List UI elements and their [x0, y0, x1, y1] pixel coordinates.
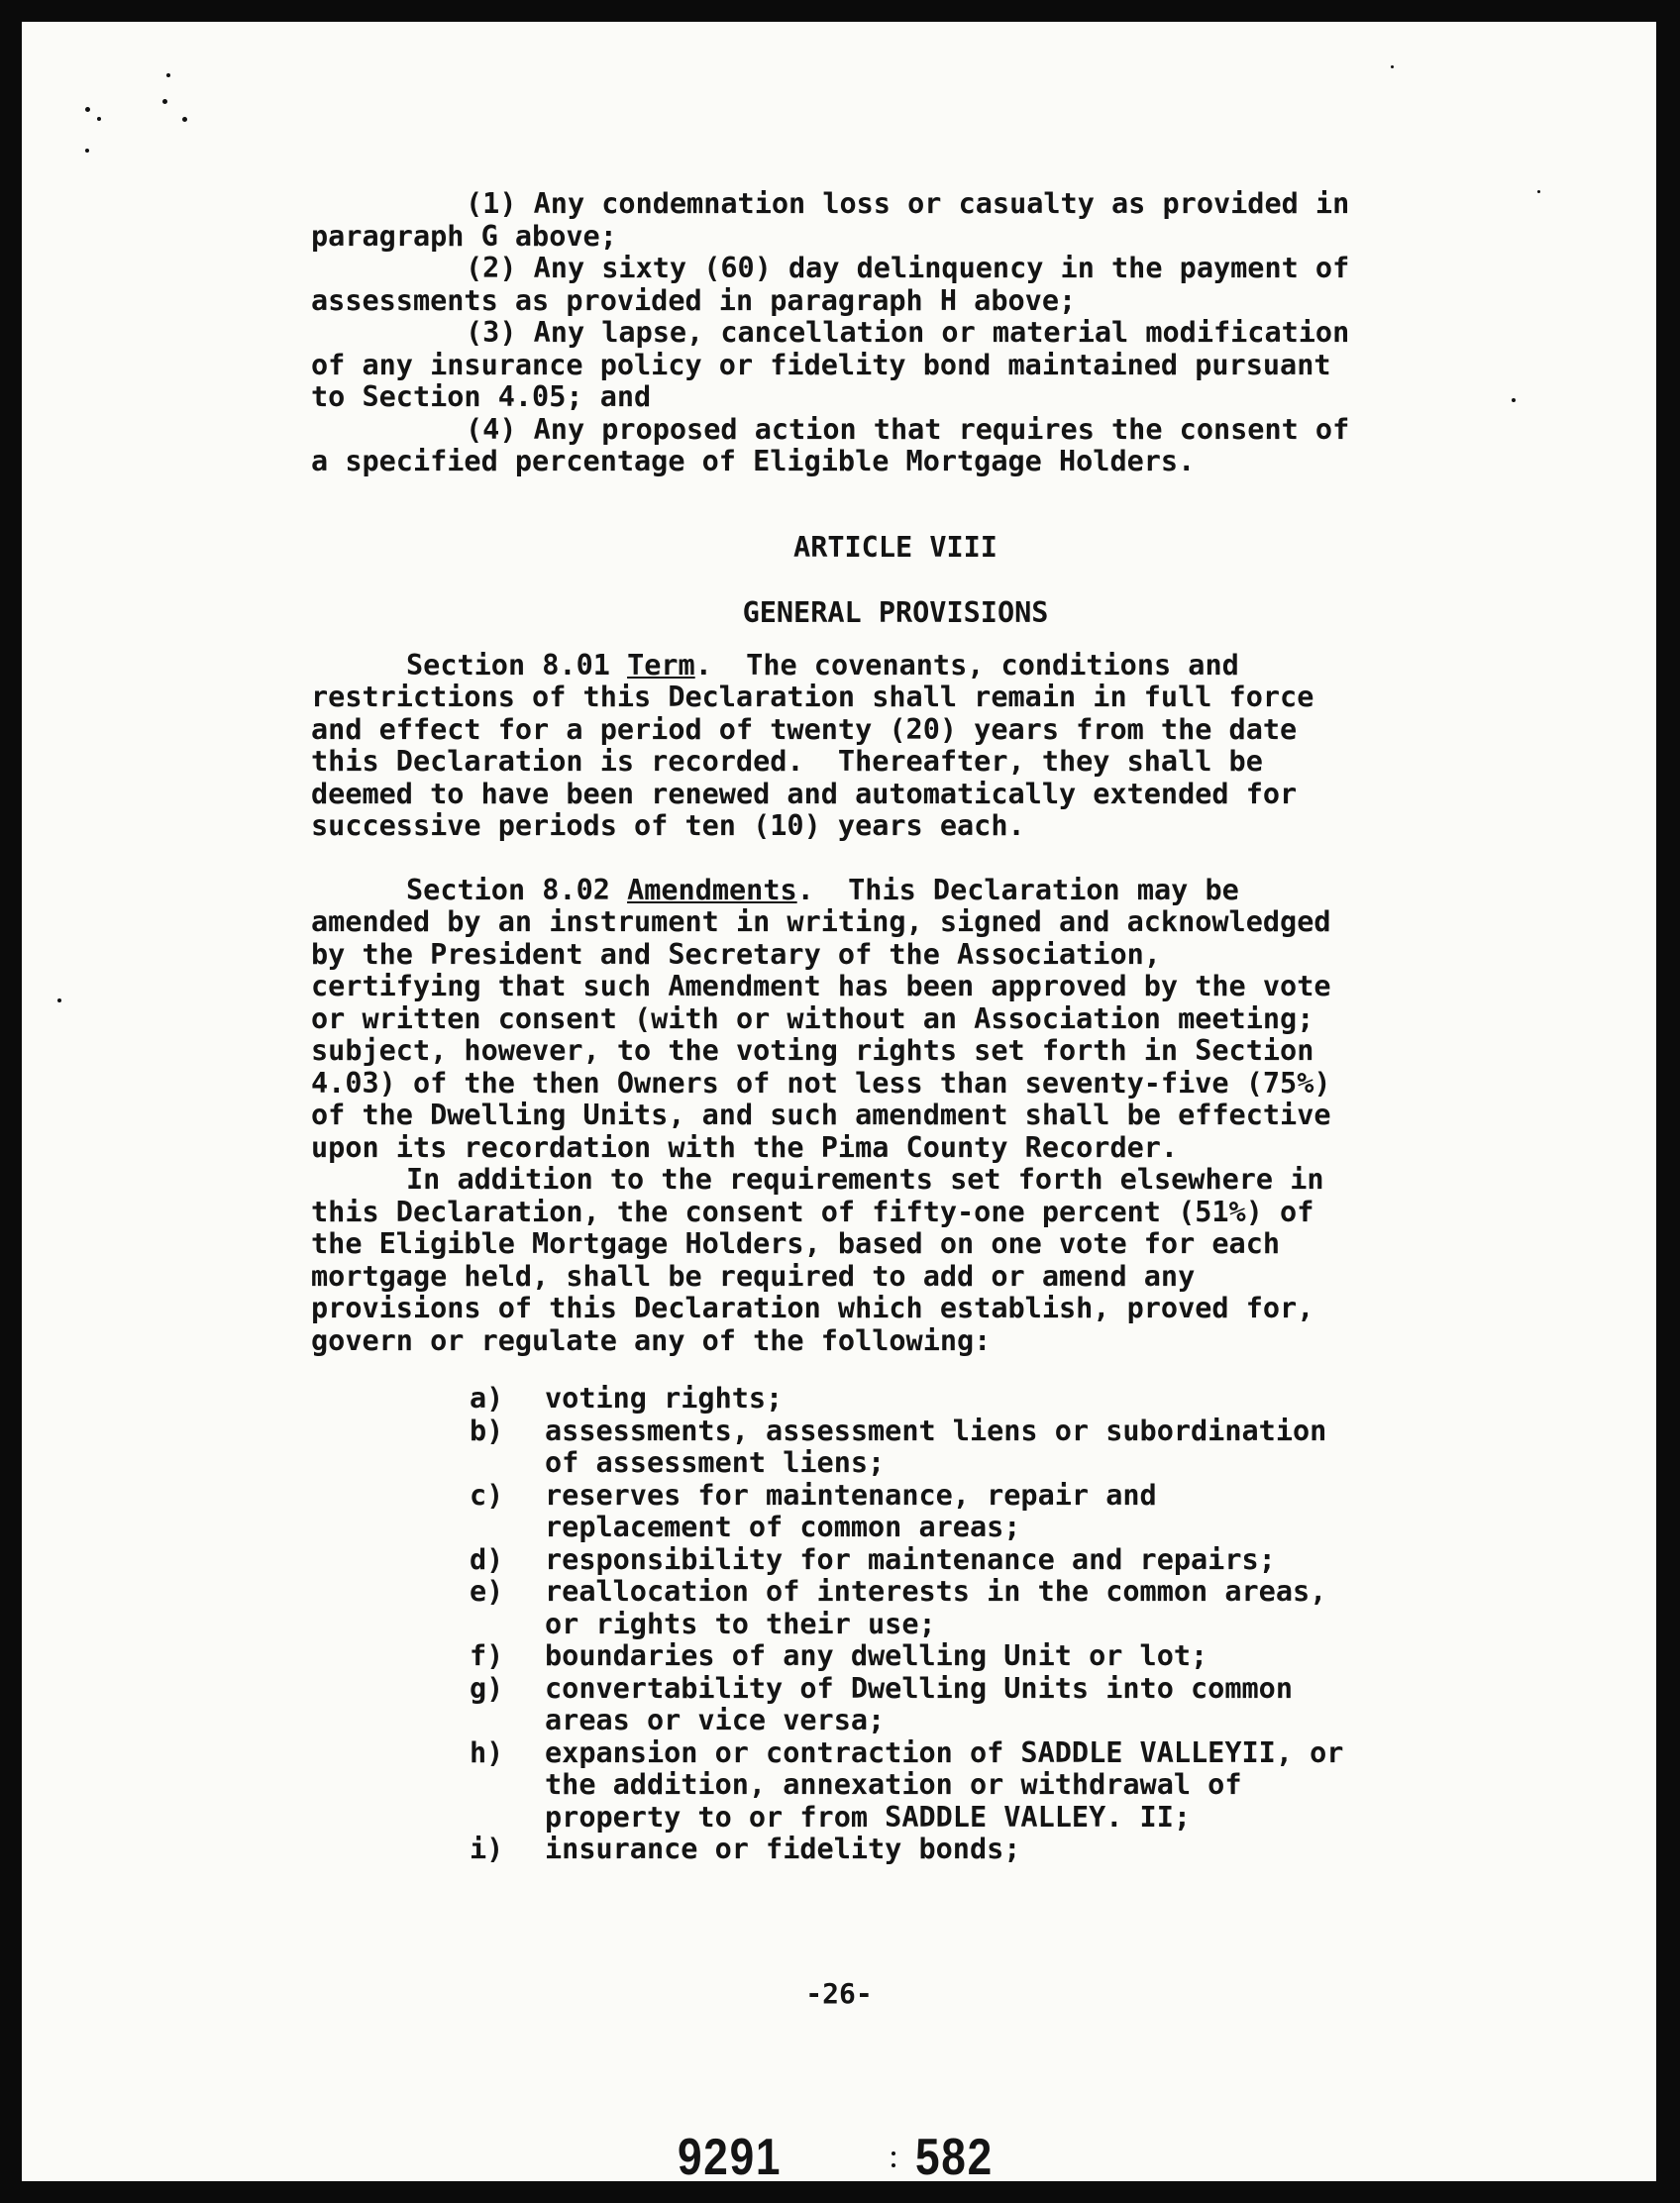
- list-item: [470, 1383, 1500, 1416]
- list-item-letter: f): [470, 1639, 504, 1672]
- notice-item-1-line-1: (1) Any condemnation loss or casualty as provided in: [466, 187, 1350, 220]
- scan-speck: [1391, 65, 1394, 68]
- section-802-line: 4.03) of the then Owners of not less than seventy-five (75%): [311, 1066, 1331, 1100]
- section-801-label: Section 8.01: [406, 648, 628, 682]
- list-item-letter: g): [470, 1671, 504, 1705]
- list-item-letter: a): [470, 1382, 504, 1415]
- notice-item-3-line-3: to Section 4.05; and: [311, 380, 652, 413]
- list-item-text: convertability of Dwelling Units into common: [545, 1671, 1293, 1705]
- section-802-heading: Amendments: [627, 873, 797, 906]
- recording-book-number: 9291: [678, 2129, 783, 2186]
- section-802-line: by the President and Secretary of the Association,: [311, 937, 1161, 971]
- recording-page-number: 582: [915, 2129, 994, 2186]
- list-item-letter: e): [470, 1575, 504, 1608]
- list-item-text: property to or from SADDLE VALLEY. II;: [545, 1800, 1192, 1834]
- section-801-line: successive periods of ten (10) years each.: [311, 809, 1025, 842]
- section-802-line: upon its recordation with the Pima County Recorder.: [311, 1130, 1179, 1164]
- list-item-text: assessments, assessment liens or subordination: [545, 1414, 1327, 1447]
- section-802-text: . This Declaration may be: [796, 873, 1239, 906]
- scan-speck: [57, 998, 61, 1002]
- list-item-text: replacement of common areas;: [545, 1511, 1021, 1543]
- provisions-list: [470, 1383, 1500, 1866]
- section-801-first-line: [311, 650, 1500, 682]
- list-item-text: of assessment liens;: [545, 1446, 886, 1479]
- section-802-para2-line: the Eligible Mortgage Holders, based on one vote for each: [311, 1227, 1281, 1260]
- list-item-text: boundaries of any dwelling Unit or lot;: [545, 1639, 1208, 1672]
- notice-item-4-line-1: (4) Any proposed action that requires the consent of: [466, 412, 1350, 446]
- list-item: [470, 1480, 1500, 1544]
- scan-speck: [85, 149, 89, 153]
- list-item-text: voting rights;: [545, 1382, 784, 1415]
- list-item-text: reallocation of interests in the common areas,: [545, 1575, 1327, 1608]
- section-802-para2-line: mortgage held, shall be required to add or amend any: [311, 1259, 1196, 1293]
- list-item-text: insurance or fidelity bonds;: [545, 1833, 1021, 1865]
- section-801-heading: Term: [627, 648, 695, 682]
- list-item-text: expansion or contraction of SADDLE VALLEYII, or: [545, 1735, 1344, 1769]
- section-802-first-line: [311, 875, 1500, 907]
- section-802-para2-line: In addition to the requirements set forth elsewhere in: [406, 1163, 1324, 1196]
- section-801-line: and effect for a period of twenty (20) years from the date: [311, 712, 1298, 746]
- article-number: ARTICLE VIII: [793, 530, 998, 564]
- scan-speck: [85, 107, 90, 112]
- list-item: [470, 1673, 1500, 1737]
- document-body: [311, 188, 1500, 1866]
- list-item-text: the addition, annexation or withdrawal of: [545, 1768, 1242, 1801]
- list-item-letter: d): [470, 1542, 504, 1576]
- section-802-line: subject, however, to the voting rights set forth in Section: [311, 1034, 1314, 1067]
- scan-speck: [97, 117, 101, 121]
- scan-speck: [162, 99, 167, 104]
- section-802-line: certifying that such Amendment has been approved by the vote: [311, 970, 1331, 1002]
- section-802-line: amended by an instrument in writing, signed and acknowledged: [311, 905, 1331, 938]
- list-item-letter: h): [470, 1735, 504, 1769]
- section-801-text: . The covenants, conditions and: [694, 648, 1239, 682]
- section-801-line: deemed to have been renewed and automatically extended for: [311, 777, 1298, 810]
- notice-item-2-line-1: (2) Any sixty (60) day delinquency in the payment of: [466, 252, 1350, 284]
- list-item-letter: b): [470, 1414, 504, 1447]
- scan-speck: [166, 73, 170, 77]
- section-802-label: Section 8.02: [406, 873, 628, 906]
- list-item: [470, 1737, 1500, 1835]
- list-item-text: areas or vice versa;: [545, 1704, 886, 1736]
- notice-item-2-line-2: assessments as provided in paragraph H above;: [311, 283, 1077, 317]
- stamp-separator-dot: [892, 2163, 895, 2167]
- scan-speck: [1512, 398, 1516, 402]
- list-item: [470, 1544, 1500, 1577]
- list-item-text: reserves for maintenance, repair and: [545, 1478, 1157, 1512]
- section-802-para2-line: govern or regulate any of the following:: [311, 1323, 992, 1357]
- section-802-line: of the Dwelling Units, and such amendment shall be effective: [311, 1099, 1331, 1131]
- list-item: [470, 1640, 1500, 1673]
- page-number: -26-: [805, 1977, 873, 2010]
- list-item-letter: i): [470, 1833, 504, 1865]
- list-item: [470, 1834, 1500, 1866]
- scan-speck: [182, 117, 187, 122]
- scan-speck: [1537, 190, 1540, 193]
- list-item-text: or rights to their use;: [545, 1607, 936, 1640]
- list-item: [470, 1416, 1500, 1480]
- list-item: [470, 1576, 1500, 1640]
- list-item-letter: c): [470, 1478, 504, 1512]
- document-page: [22, 22, 1656, 2186]
- section-802-para2-line: provisions of this Declaration which establish, proved for,: [311, 1292, 1314, 1324]
- section-802-para2-line: this Declaration, the consent of fifty-one percent (51%) of: [311, 1195, 1314, 1228]
- notice-item-1-line-2: paragraph G above;: [311, 219, 617, 253]
- section-802-line: or written consent (with or without an Association meeting;: [311, 1001, 1314, 1035]
- notice-item-3-line-2: of any insurance policy or fidelity bond maintained pursuant: [311, 348, 1331, 381]
- notice-item-4-line-2: a specified percentage of Eligible Mortgage Holders.: [311, 445, 1196, 477]
- list-item-text: responsibility for maintenance and repairs;: [545, 1542, 1276, 1576]
- stamp-separator-dot: [892, 2151, 895, 2155]
- section-801-line: this Declaration is recorded. Thereafter, they shall be: [311, 745, 1263, 778]
- notice-item-3-line-1: (3) Any lapse, cancellation or material modification: [466, 316, 1350, 349]
- section-801-line: restrictions of this Declaration shall remain in full force: [311, 681, 1314, 713]
- article-title: GENERAL PROVISIONS: [742, 596, 1049, 629]
